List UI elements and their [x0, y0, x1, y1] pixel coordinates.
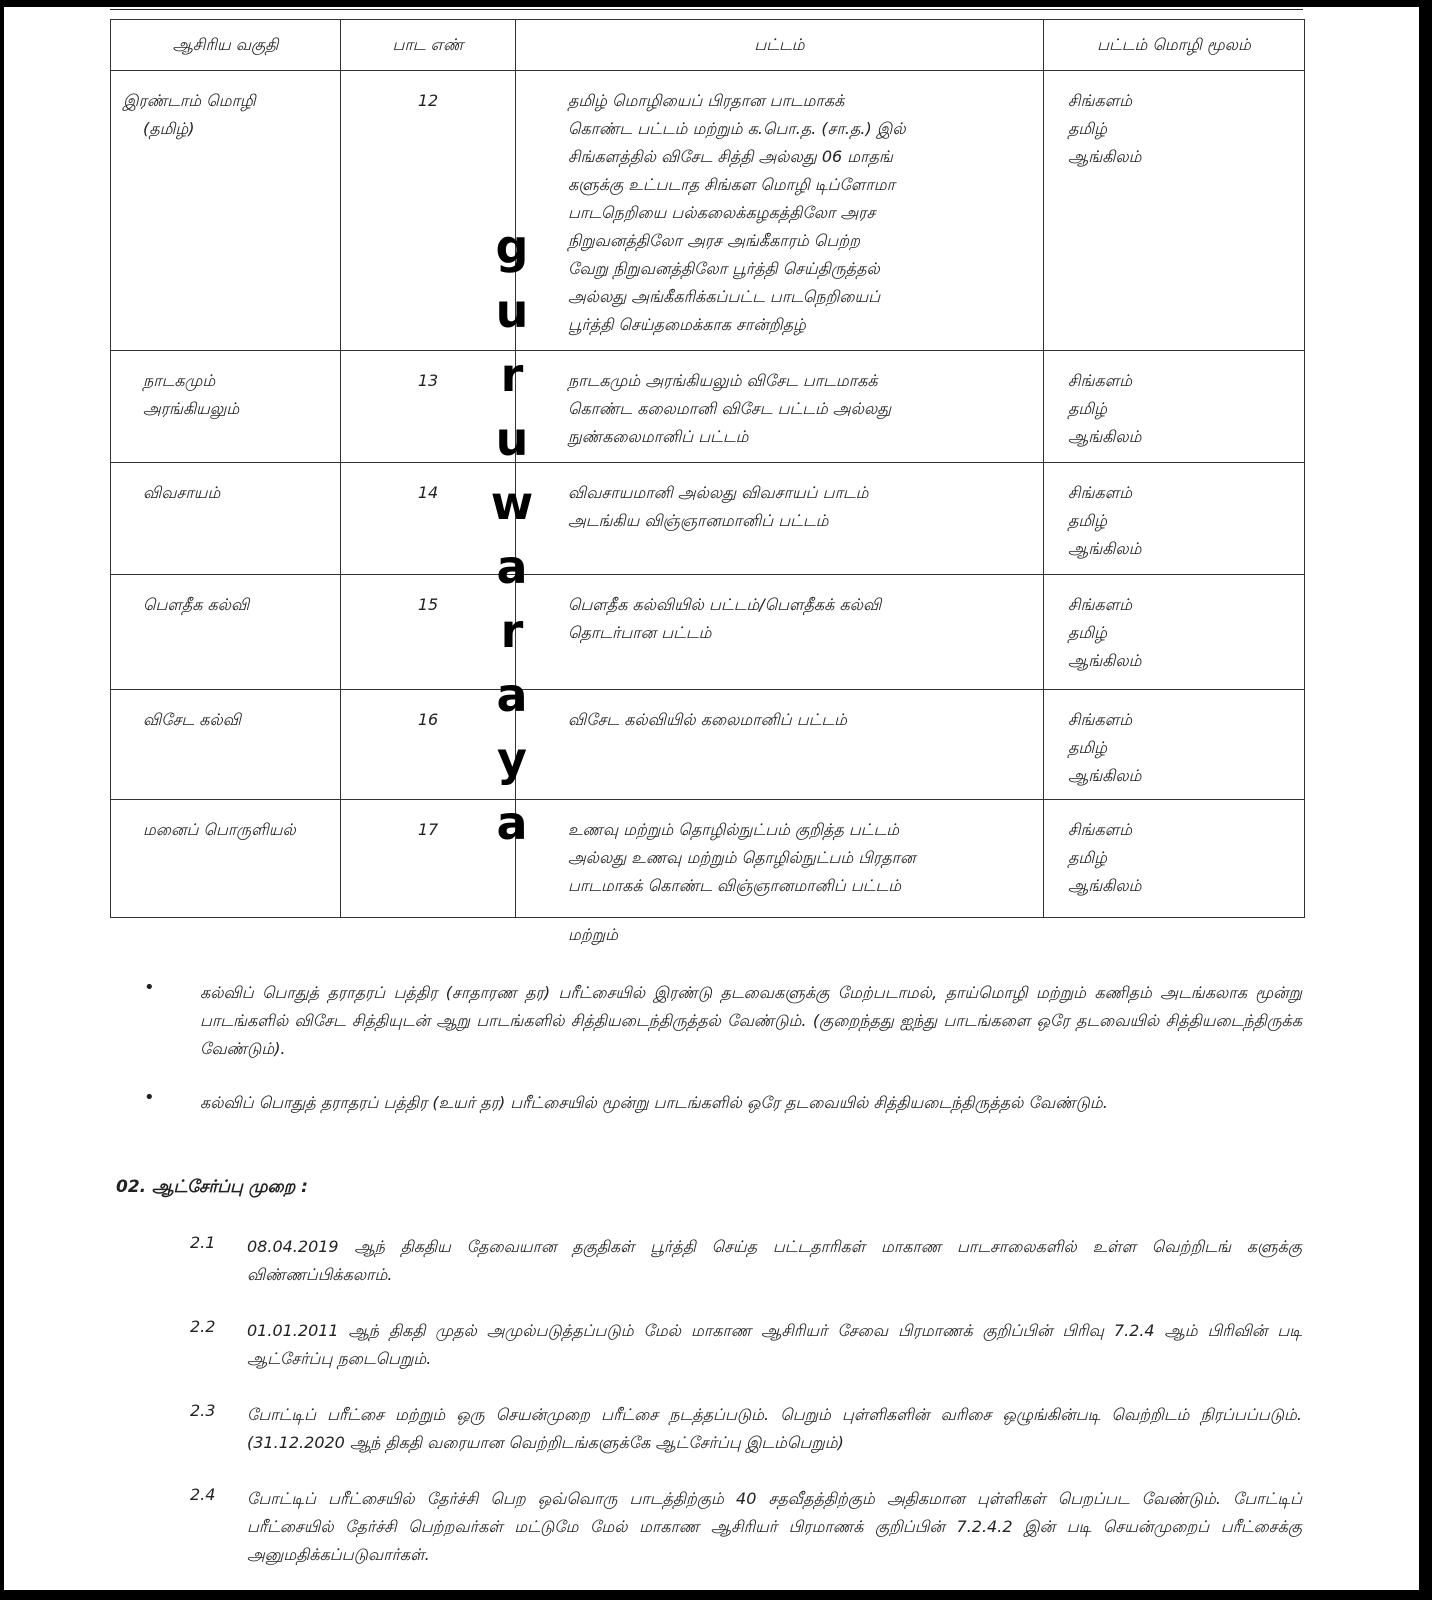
- bullet-paragraph: கல்விப் பொதுத் தராதரப் பத்திர (உயர் தர) பரீட்சையில் மூன்று பாடங்களில் ஒரே தடவையில் சித்தியடைந்திருத்தல் வேண்டும்.: [200, 1093, 1108, 1112]
- cell-category: இரண்டாம் மொழி (தமிழ்): [111, 71, 341, 351]
- guruwaraya-watermark: g u r u w a r a y a: [490, 220, 534, 850]
- header-category: ஆசிரிய வகுதி: [111, 20, 341, 71]
- cell-degree: தமிழ் மொழியைப் பிரதான பாடமாகக் கொண்ட பட்டம் மற்றும் க.பொ.த. (சா.த.) இல் சிங்களத்தில் விசேட சித்தி அல்லது 06 மாதங் களுக்கு உட்படாத சிங்கள மொழி டிப்ளோமா பாடநெறியை பல்கலைக்கழகத்திலோ அரச நிறுவனத்திலோ அரச அங்கீகாரம் பெற்ற வேறு நிறுவனத்திலோ பூர்த்தி செய்திருத்தல் அல்லது அங்கீகரிக்கப்பட்ட பாடநெறியைப் பூர்த்தி செய்தமைக்காக சான்றிதழ்: [516, 71, 1044, 351]
- cell-medium: சிங்களம் தமிழ் ஆங்கிலம்: [1044, 351, 1305, 463]
- bullet-icon: •: [144, 977, 155, 998]
- header-degree: பட்டம்: [516, 20, 1044, 71]
- cell-degree: பௌதீக கல்வியில் பட்டம்/பௌதீகக் கல்வி தொடர்பான பட்டம்: [516, 575, 1044, 690]
- subsection-text: 08.04.2019 ஆந் திகதிய தேவையான தகுதிகள் பூர்த்தி செய்த பட்டதாரிகள் மாகாண பாடசாலைகளில் உள்ள வெற்றிடங் களுக்கு விண்ணப்பிக்கலாம்.: [247, 1237, 1302, 1284]
- subsection-number: 2.4: [190, 1485, 216, 1504]
- table-row: [111, 575, 1305, 690]
- cell-number: 14: [341, 463, 516, 575]
- subsection-number: 2.1: [190, 1233, 216, 1252]
- header-medium: பட்டம் மொழி மூலம்: [1044, 20, 1305, 71]
- subsection-number: 2.2: [190, 1317, 216, 1336]
- table-row: [111, 463, 1305, 575]
- cell-category: விசேட கல்வி: [111, 690, 341, 800]
- subsection-text: போட்டிப் பரீட்சையில் தேர்ச்சி பெற ஒவ்வொரு பாடத்திற்கும் 40 சதவீதத்திற்கும் அதிகமான புள்ளிகள் பெறப்பட வேண்டும். போட்டிப் பரீட்சையில் தேர்ச்சி பெற்றவர்கள் மட்டுமே மேல் மாகாண ஆசிரியர் பிரமாணக் குறிப்பின் 7.2.4.2 இன் படி செயன்முறைப் பரீட்சைக்கு அனுமதிக்கப்படுவார்கள்.: [247, 1489, 1302, 1564]
- table-row: [111, 800, 1305, 918]
- cell-category: மனைப் பொருளியல்: [111, 800, 341, 918]
- cell-medium: சிங்களம் தமிழ் ஆங்கிலம்: [1044, 690, 1305, 800]
- cell-degree: நாடகமும் அரங்கியலும் விசேட பாடமாகக் கொண்ட கலைமானி விசேட பட்டம் அல்லது நுண்கலைமானிப் பட்டம்: [516, 351, 1044, 463]
- table-header-row: [111, 20, 1305, 71]
- cell-number: 12: [341, 71, 516, 351]
- conjunction-text: மற்றும்: [568, 925, 619, 944]
- subsection-text: போட்டிப் பரீட்சை மற்றும் ஒரு செயன்முறை பரீட்சை நடத்தப்படும். பெறும் புள்ளிகளின் வரிசை ஒழுங்கின்படி வெற்றிடம் நிரப்பப்படும். (31.12.2020 ஆந் திகதி வரையான வெற்றிடங்களுக்கே ஆட்சேர்ப்பு இடம்பெறும்): [247, 1405, 1302, 1452]
- cell-category: பௌதீக கல்வி: [111, 575, 341, 690]
- section-heading: 02. ஆட்சேர்ப்பு முறை :: [116, 1177, 308, 1197]
- qualification-table: [110, 19, 1305, 918]
- subsection-number: 2.3: [190, 1401, 216, 1420]
- document-page: [4, 7, 1419, 1590]
- table-row: [111, 351, 1305, 463]
- subsection-text: 01.01.2011 ஆந் திகதி முதல் அமுல்படுத்தப்படும் மேல் மாகாண ஆசிரியர் சேவை பிரமாணக் குறிப்பின் பிரிவு 7.2.4 ஆம் பிரிவின் படி ஆட்சேர்ப்பு நடைபெறும்.: [247, 1321, 1302, 1368]
- cell-degree: விவசாயமானி அல்லது விவசாயப் பாடம் அடங்கிய விஞ்ஞானமானிப் பட்டம்: [516, 463, 1044, 575]
- bullet-paragraph: கல்விப் பொதுத் தராதரப் பத்திர (சாதாரண தர) பரீட்சையில் இரண்டு தடவைகளுக்கு மேற்படாமல், தாய்மொழி மற்றும் கணிதம் அடங்கலாக மூன்று பாடங்களில் விசேட சித்தியுடன் ஆறு பாடங்களில் சித்தியடைந்திருத்தல் வேண்டும். (குறைந்தது ஐந்து பாடங்களை ஒரே தடவையில் சித்தியடைந்திருக்க வேண்டும்).: [200, 983, 1302, 1058]
- cell-category: விவசாயம்: [111, 463, 341, 575]
- cell-number: 15: [341, 575, 516, 690]
- top-rule: [110, 9, 1303, 10]
- cell-medium: சிங்களம் தமிழ் ஆங்கிலம்: [1044, 463, 1305, 575]
- cell-degree: விசேட கல்வியில் கலைமானிப் பட்டம்: [516, 690, 1044, 800]
- cell-medium: சிங்களம் தமிழ் ஆங்கிலம்: [1044, 800, 1305, 918]
- cell-medium: சிங்களம் தமிழ் ஆங்கிலம்: [1044, 575, 1305, 690]
- cell-number: 16: [341, 690, 516, 800]
- cell-medium: சிங்களம் தமிழ் ஆங்கிலம்: [1044, 71, 1305, 351]
- cell-number: 17: [341, 800, 516, 918]
- cell-degree: உணவு மற்றும் தொழில்நுட்பம் குறித்த பட்டம் அல்லது உணவு மற்றும் தொழில்நுட்பம் பிரதான பாடமாகக் கொண்ட விஞ்ஞானமானிப் பட்டம்: [516, 800, 1044, 918]
- table-row: [111, 690, 1305, 800]
- table-row: [111, 71, 1305, 351]
- cell-category: நாடகமும் அரங்கியலும்: [111, 351, 341, 463]
- header-number: பாட எண்: [341, 20, 516, 71]
- cell-number: 13: [341, 351, 516, 463]
- bullet-icon: •: [144, 1087, 155, 1108]
